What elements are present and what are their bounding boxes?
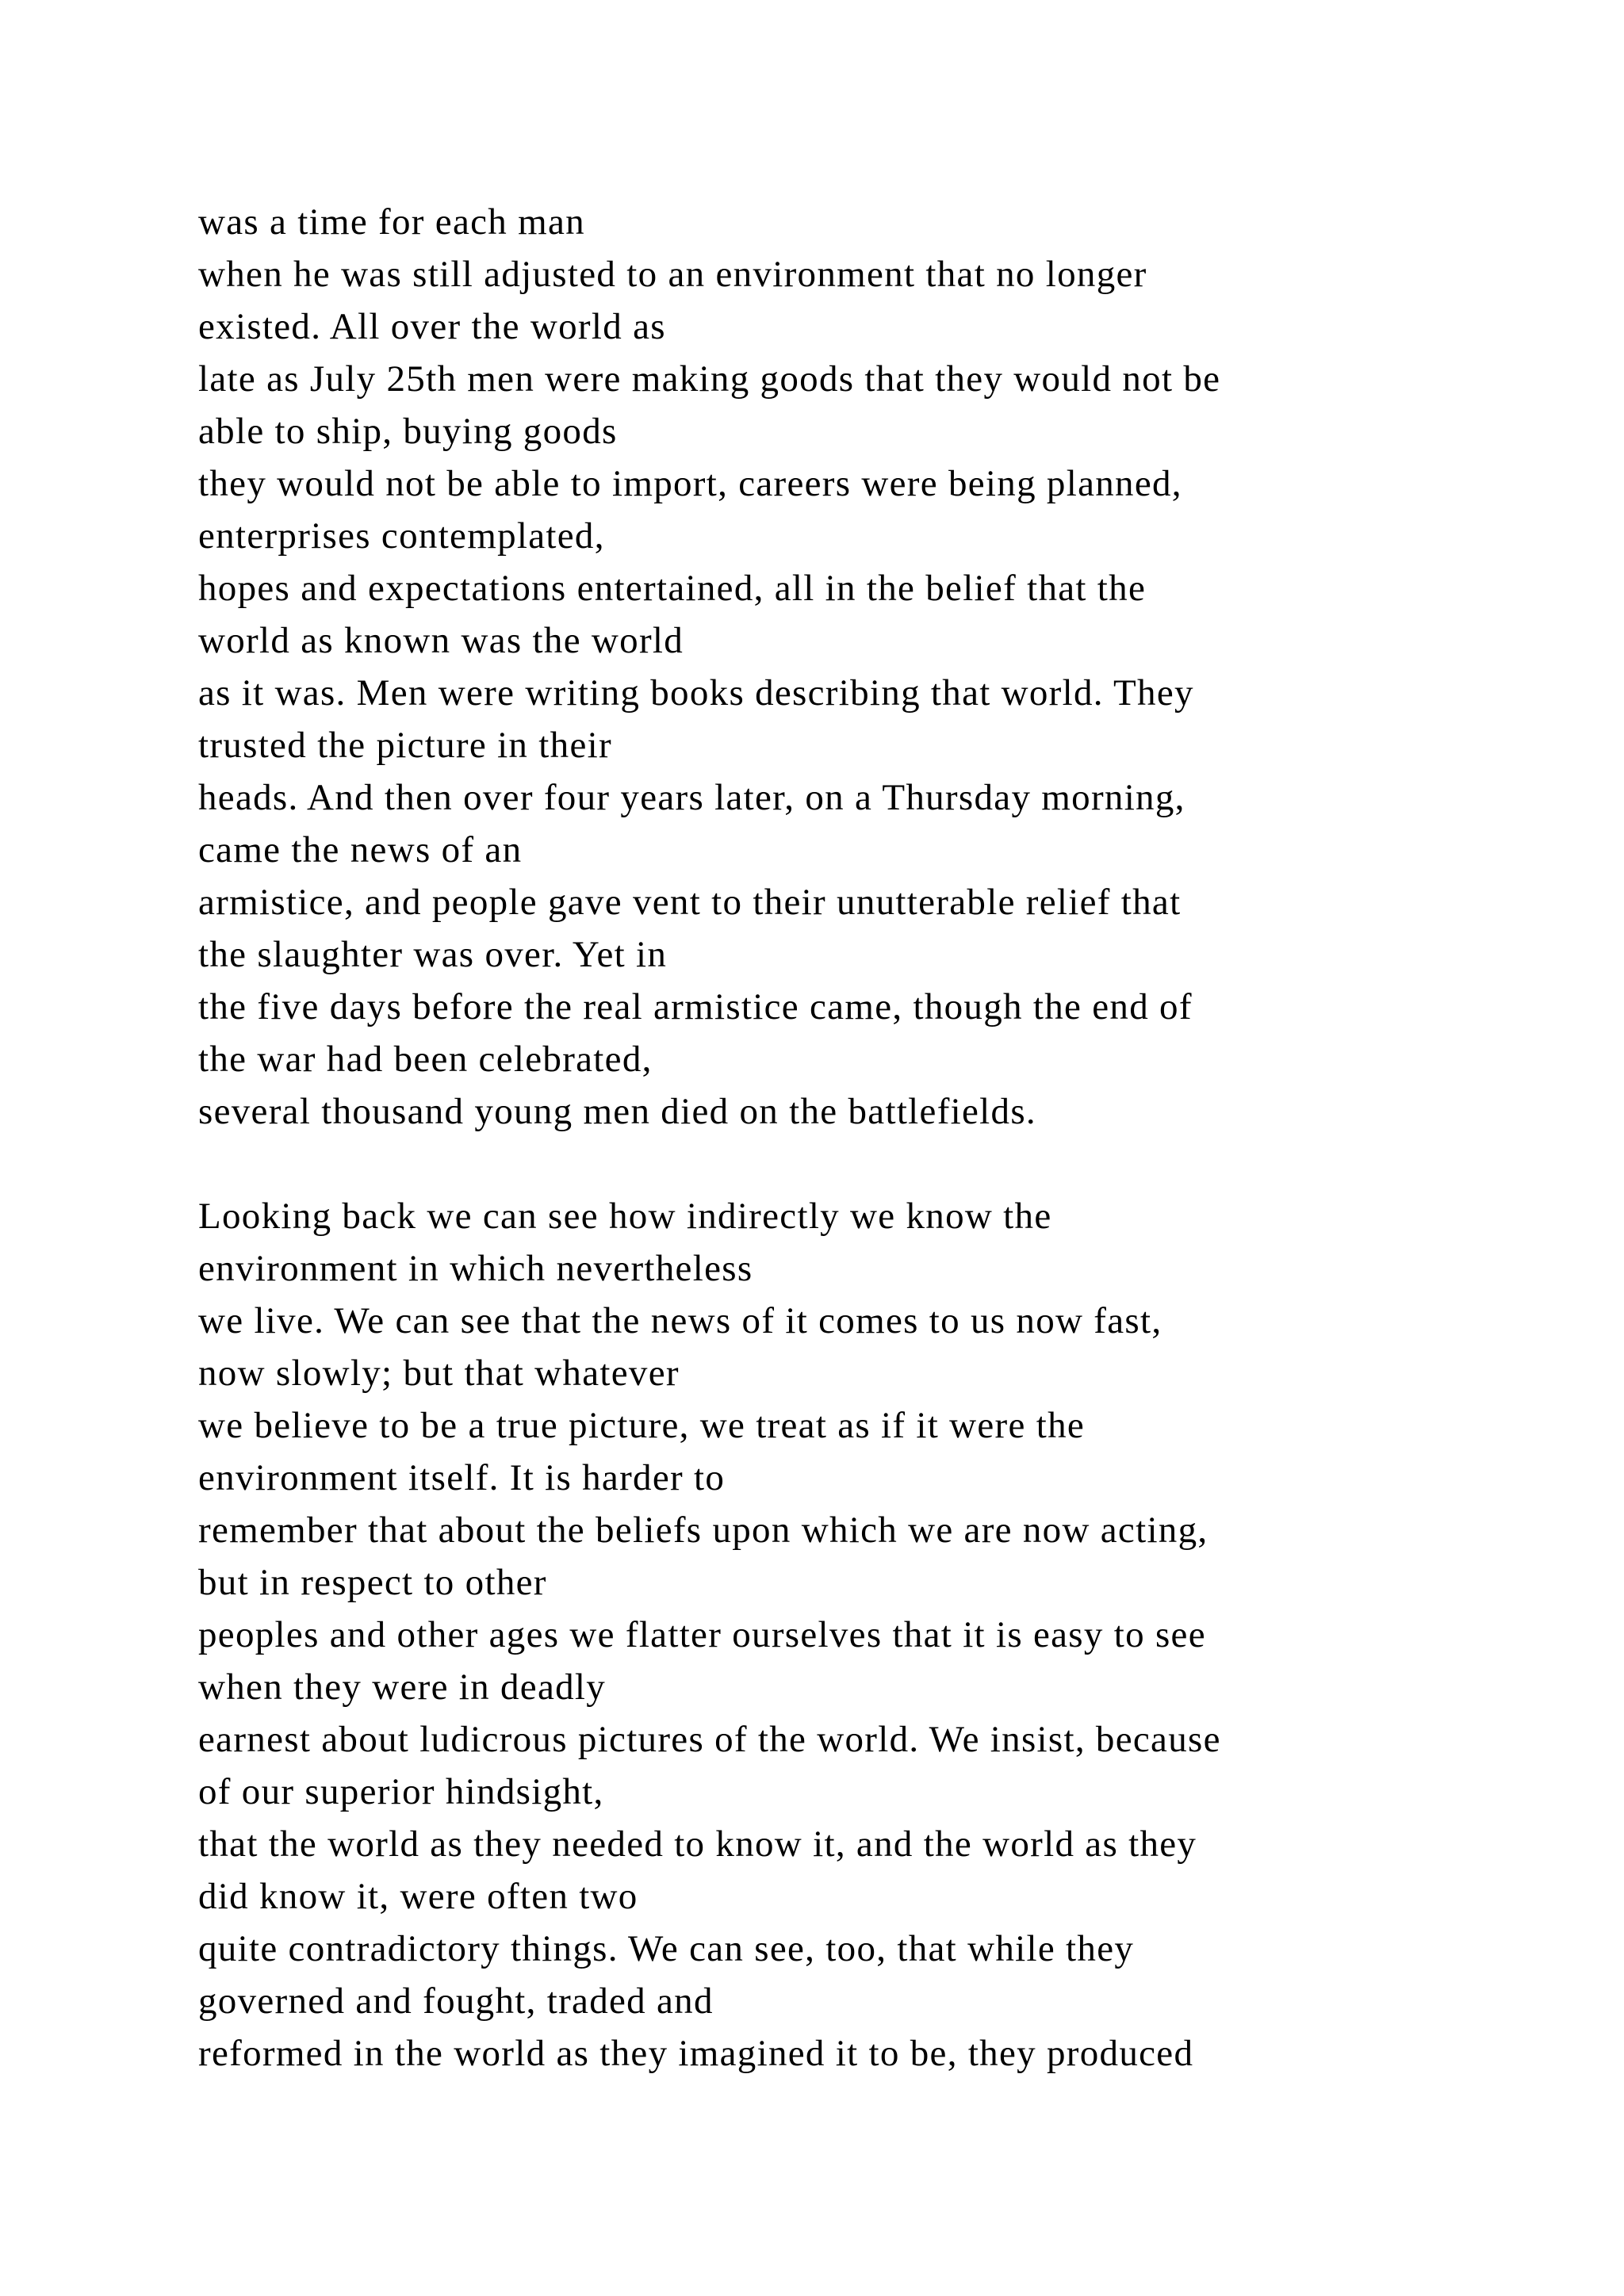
text-line: earnest about ludicrous pictures of the world. We insist, because bbox=[198, 1719, 1221, 1760]
text-line: peoples and other ages we flatter ourselves that it is easy to see bbox=[198, 1614, 1206, 1655]
text-line: able to ship, buying goods bbox=[198, 411, 618, 452]
text-line: existed. All over the world as bbox=[198, 306, 666, 347]
paragraph-2 bbox=[198, 1190, 1546, 2080]
text-line: the five days before the real armistice came, though the end of bbox=[198, 986, 1193, 1027]
text-line: the war had been celebrated, bbox=[198, 1039, 653, 1080]
text-line: several thousand young men died on the battlefields. bbox=[198, 1091, 1036, 1132]
text-line: environment in which nevertheless bbox=[198, 1248, 753, 1289]
text-line: did know it, were often two bbox=[198, 1876, 638, 1917]
text-line: environment itself. It is harder to bbox=[198, 1457, 726, 1498]
text-line: when he was still adjusted to an environment that no longer bbox=[198, 254, 1147, 295]
text-line: as it was. Men were writing books describing that world. They bbox=[198, 672, 1194, 714]
paragraph-1 bbox=[198, 196, 1546, 1138]
paragraph-spacer bbox=[198, 1138, 1546, 1190]
text-line: that the world as they needed to know it, and the world as they bbox=[198, 1823, 1197, 1865]
text-line: now slowly; but that whatever bbox=[198, 1353, 680, 1394]
text-line: governed and fought, traded and bbox=[198, 1980, 714, 2022]
text-line: enterprises contemplated, bbox=[198, 515, 605, 557]
text-line: the slaughter was over. Yet in bbox=[198, 934, 668, 975]
text-line: we believe to be a true picture, we treat as if it were the bbox=[198, 1405, 1086, 1446]
text-line: they would not be able to import, careers were being planned, bbox=[198, 463, 1182, 504]
document-body bbox=[198, 196, 1546, 2080]
text-line: hopes and expectations entertained, all in the belief that the bbox=[198, 568, 1147, 609]
text-line: armistice, and people gave vent to their unutterable relief that bbox=[198, 882, 1182, 923]
text-line: remember that about the beliefs upon which we are now acting, bbox=[198, 1510, 1208, 1551]
text-line: trusted the picture in their bbox=[198, 725, 612, 766]
text-line: of our superior hindsight, bbox=[198, 1771, 604, 1812]
text-line: late as July 25th men were making goods that they would not be bbox=[198, 358, 1221, 400]
text-line: reformed in the world as they imagined it to be, they produced bbox=[198, 2033, 1194, 2074]
text-line: when they were in deadly bbox=[198, 1667, 607, 1708]
text-line: was a time for each man bbox=[198, 201, 585, 243]
text-line: we live. We can see that the news of it comes to us now fast, bbox=[198, 1300, 1162, 1341]
text-line: but in respect to other bbox=[198, 1562, 547, 1603]
text-line: heads. And then over four years later, on a Thursday morning, bbox=[198, 777, 1185, 818]
text-line: came the news of an bbox=[198, 829, 523, 871]
text-line: world as known was the world bbox=[198, 620, 684, 661]
text-line: Looking back we can see how indirectly we know the bbox=[198, 1196, 1052, 1237]
text-line: quite contradictory things. We can see, too, that while they bbox=[198, 1928, 1135, 1969]
